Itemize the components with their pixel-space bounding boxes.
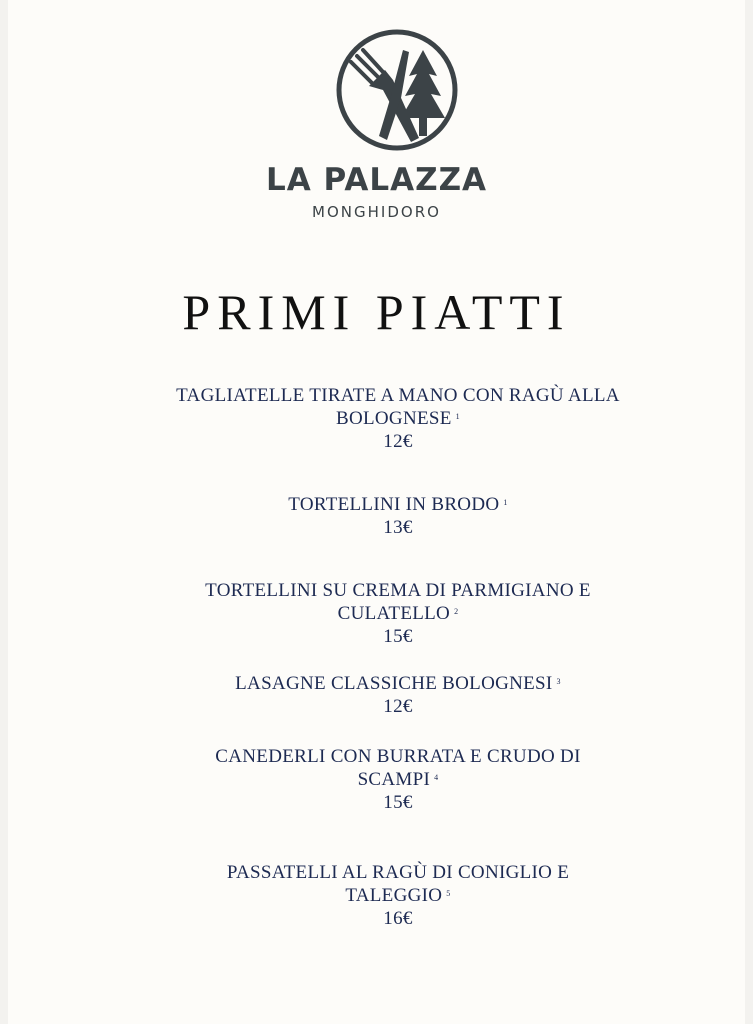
- allergen-note: 4: [434, 773, 439, 782]
- menu-item-price: 15€: [383, 626, 413, 647]
- menu-item: [148, 579, 648, 648]
- allergen-note: 5: [446, 889, 451, 898]
- allergen-note: 2: [454, 607, 459, 616]
- menu-item-name: PASSATELLI AL RAGÙ DI CONIGLIO E TALEGGIO $^5$: [226, 862, 570, 906]
- menu-item: [148, 493, 648, 539]
- menu-item-name: TAGLIATELLE TIRATE A MANO CON RAGÙ ALLA BOLOGNESE $^1$: [176, 385, 620, 429]
- allergen-note: 3: [556, 677, 561, 686]
- brand-name: LA PALAZZA: [265, 162, 488, 198]
- menu-item: [148, 672, 648, 718]
- allergen-note: 1: [503, 498, 508, 507]
- menu-item: [148, 745, 648, 814]
- section-title: PRIMI PIATTI: [182, 284, 571, 340]
- menu-item-name: TORTELLINI IN BRODO $^1$: [288, 494, 508, 515]
- allergen-note: 1: [455, 412, 460, 421]
- menu-item-price: 12€: [383, 696, 413, 717]
- menu-item: [148, 384, 648, 453]
- menu-item-price: 13€: [383, 517, 413, 538]
- menu-item-name: LASAGNE CLASSICHE BOLOGNESI $^3$: [235, 673, 561, 694]
- menu-item: [148, 861, 648, 930]
- menu-item-price: 15€: [383, 792, 413, 813]
- brand-town: MONGHIDORO: [312, 203, 441, 221]
- menu-item-price: 12€: [383, 431, 413, 452]
- menu-item-price: 16€: [383, 908, 413, 929]
- menu-item-name: CANEDERLI CON BURRATA E CRUDO DI SCAMPI $^4$: [215, 746, 581, 790]
- logo: [8, 0, 745, 230]
- menu-item-name: TORTELLINI SU CREMA DI PARMIGIANO E CULATELLO $^2$: [205, 580, 591, 624]
- fork-knife-tree-icon: [335, 28, 459, 152]
